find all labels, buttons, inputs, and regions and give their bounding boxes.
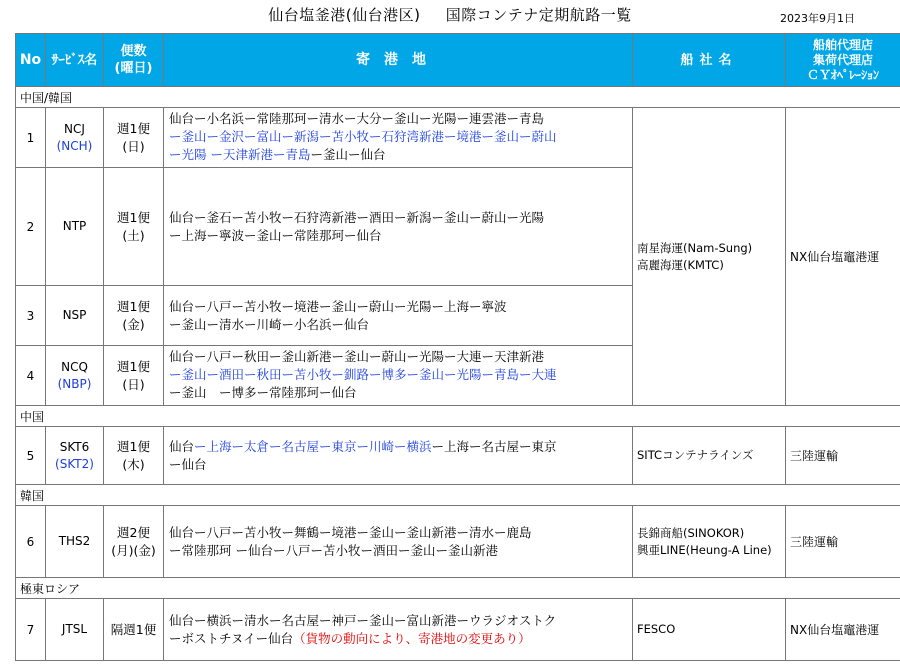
route-no: 7 [16, 599, 46, 661]
ports-segment: ー上海ー名古屋ー東京 [431, 438, 557, 454]
service-name: THS2 [58, 534, 91, 548]
route-frequency [104, 108, 164, 168]
carrier-name: 南星海運(Nam-Sung) [637, 240, 753, 255]
ports-line [169, 227, 632, 245]
title-port: 仙台塩釜港(仙台港区) [268, 6, 421, 24]
route-service [46, 346, 104, 406]
ports-segment: ー上海ー寧波ー釜山ー常陸那珂ー仙台 [169, 227, 382, 243]
ports-segment: ー光陽 ー天津新港ー青島 [169, 147, 311, 162]
region-row-china-korea [16, 87, 900, 108]
route-table [15, 33, 900, 661]
table-row [16, 599, 900, 661]
route-frequency [104, 427, 164, 485]
ports-line [169, 366, 632, 384]
region-label: 極東ロシア [16, 578, 900, 599]
route-service [46, 506, 104, 578]
ports-line [169, 146, 632, 164]
ports-segment: ー釜山ー清水ー川崎ー小名浜ー仙台 [169, 316, 370, 332]
service-name: NCJ [64, 121, 85, 136]
route-ports [164, 346, 633, 406]
route-no: 2 [16, 168, 46, 286]
frequency-text: 週1便 [117, 209, 150, 225]
ports-line [169, 348, 632, 366]
date-label: 2023年9月1日 [780, 12, 855, 25]
ports-line [169, 209, 632, 227]
ports-line [169, 438, 632, 456]
ports-segment: ー常陸那珂 ー仙台ー八戸ー苫小牧ー酒田ー釜山ー釜山新港 [169, 542, 498, 558]
route-frequency [104, 286, 164, 346]
ports-segment: 仙台ー八戸ー苫小牧ー舞鶴ー境港ー釜山ー釜山新港ー清水ー鹿島 [169, 524, 532, 540]
ports-segment: 仙台ー横浜ー清水ー名古屋ー神戸ー釜山ー富山新港ーウラジオストク [169, 612, 557, 628]
service-name: JTSL [61, 622, 88, 636]
ports-line [169, 110, 632, 128]
ports-segment: ー釜山ー酒田ー秋田ー苫小牧ー釧路ー博多ー釜山ー光陽ー青島ー大連 [169, 367, 557, 382]
ports-segment: ーボストチヌイー仙台 [169, 630, 294, 646]
ports-line [169, 524, 632, 542]
route-ports [164, 108, 633, 168]
agent-cell: NX仙台塩竈港運 [786, 108, 900, 406]
ports-segment: ー釜山ー仙台 [310, 147, 386, 162]
frequency-text: 週2便 [117, 524, 150, 540]
frequency-day: (日) [122, 138, 145, 154]
service-alt-name: (SKT2) [55, 456, 94, 471]
title-main: 国際コンテナ定期航路一覧 [445, 6, 632, 24]
route-ports [164, 427, 633, 485]
frequency-text: 隔週1便 [110, 621, 157, 637]
route-ports [164, 286, 633, 346]
agent-cell: 三陸運輸 [786, 506, 900, 578]
header-frequency-line2: (曜日) [114, 61, 153, 76]
ports-line [169, 316, 632, 334]
ports-segment: 仙台ー小名浜ー常陸那珂ー清水ー大分ー釜山ー光陽ー連雲港ー青島 [169, 111, 545, 126]
carrier-cell: SITCコンテナラインズ [633, 427, 786, 485]
region-row-far-east-russia [16, 578, 900, 599]
ports-line [169, 542, 632, 560]
route-service [46, 168, 104, 286]
header-agent-line1: 船舶代理店 [812, 37, 873, 52]
carrier-cell: FESCO [633, 599, 786, 661]
header-service: ｻｰﾋﾞｽ名 [46, 34, 104, 87]
ports-segment: （貨物の動向により、寄港地の変更あり） [293, 630, 531, 646]
route-no: 5 [16, 427, 46, 485]
route-frequency [104, 506, 164, 578]
header-agent [786, 34, 900, 87]
ports-line [169, 612, 632, 630]
frequency-text: 週1便 [117, 358, 150, 374]
ports-line [169, 456, 632, 474]
route-frequency [104, 168, 164, 286]
frequency-day: (土) [122, 227, 145, 243]
frequency-day: (木) [122, 456, 145, 472]
route-no: 6 [16, 506, 46, 578]
frequency-day: (日) [122, 376, 145, 392]
ports-segment: ー釜山 ー博多ー常陸那珂ー仙台 [169, 385, 357, 400]
region-row-korea [16, 485, 900, 506]
frequency-text: 週1便 [117, 120, 150, 136]
region-label: 中国/韓国 [16, 87, 900, 108]
route-no: 1 [16, 108, 46, 168]
service-name: SKT6 [59, 439, 90, 454]
header-no: No [16, 34, 46, 87]
carrier-name: 興亜LINE(Heung-A Line) [637, 542, 772, 557]
table-row [16, 506, 900, 578]
route-service [46, 108, 104, 168]
service-name: NCQ [61, 359, 88, 374]
header-agent-line3: ＣＹｵﾍﾟﾚｰｼｮﾝ [806, 67, 879, 82]
agent-cell: 三陸運輸 [786, 427, 900, 485]
ports-line [169, 128, 632, 146]
frequency-text: 週1便 [117, 298, 150, 314]
route-service [46, 427, 104, 485]
carrier-cell [633, 506, 786, 578]
service-name: NTP [62, 219, 87, 233]
route-service [46, 286, 104, 346]
header-carrier: 船社名 [633, 34, 786, 87]
header-frequency-line1: 便数 [120, 44, 147, 59]
route-ports [164, 599, 633, 661]
ports-segment: ー仙台 [169, 456, 207, 472]
header-agent-line2: 集荷代理店 [812, 52, 873, 67]
route-ports [164, 168, 633, 286]
frequency-day: (金) [122, 316, 145, 332]
ports-segment: 仙台 [169, 438, 195, 454]
ports-segment: 仙台ー八戸ー秋田ー釜山新港ー釜山ー蔚山ー光陽ー大連ー天津新港 [169, 349, 545, 364]
route-no: 4 [16, 346, 46, 406]
ports-segment: ー上海ー太倉ー名古屋ー東京ー川崎ー横浜 [194, 438, 432, 454]
agent-cell: NX仙台塩竈港運 [786, 599, 900, 661]
ports-segment: 仙台ー釜石ー苫小牧ー石狩湾新港ー酒田ー新潟ー釜山ー蔚山ー光陽 [169, 209, 545, 225]
frequency-day: (月)(金) [111, 542, 156, 558]
ports-segment: ー釜山ー金沢ー富山ー新潟ー苫小牧ー石狩湾新港ー境港ー釜山ー蔚山 [169, 129, 557, 144]
region-row-china [16, 406, 900, 427]
route-frequency [104, 599, 164, 661]
ports-segment: 仙台ー八戸ー苫小牧ー境港ー釜山ー蔚山ー光陽ー上海ー寧波 [169, 298, 507, 314]
table-header-row [16, 34, 900, 87]
service-alt-name: (NBP) [57, 376, 92, 391]
header-frequency [104, 34, 164, 87]
carrier-cell [633, 108, 786, 406]
route-service [46, 599, 104, 661]
service-name: NSP [62, 308, 87, 322]
route-no: 3 [16, 286, 46, 346]
carrier-name: 長錦商船(SINOKOR) [637, 525, 745, 540]
frequency-text: 週1便 [117, 438, 150, 454]
header-ports: 寄港地 [164, 34, 633, 87]
table-row [16, 108, 900, 168]
region-label: 中国 [16, 406, 900, 427]
table-row [16, 427, 900, 485]
service-alt-name: (NCH) [56, 138, 93, 153]
route-frequency [104, 346, 164, 406]
page-title [0, 4, 900, 25]
carrier-name: 高麗海運(KMTC) [637, 257, 724, 272]
ports-line [169, 630, 632, 648]
ports-line [169, 298, 632, 316]
region-label: 韓国 [16, 485, 900, 506]
ports-line [169, 384, 632, 402]
route-ports [164, 506, 633, 578]
